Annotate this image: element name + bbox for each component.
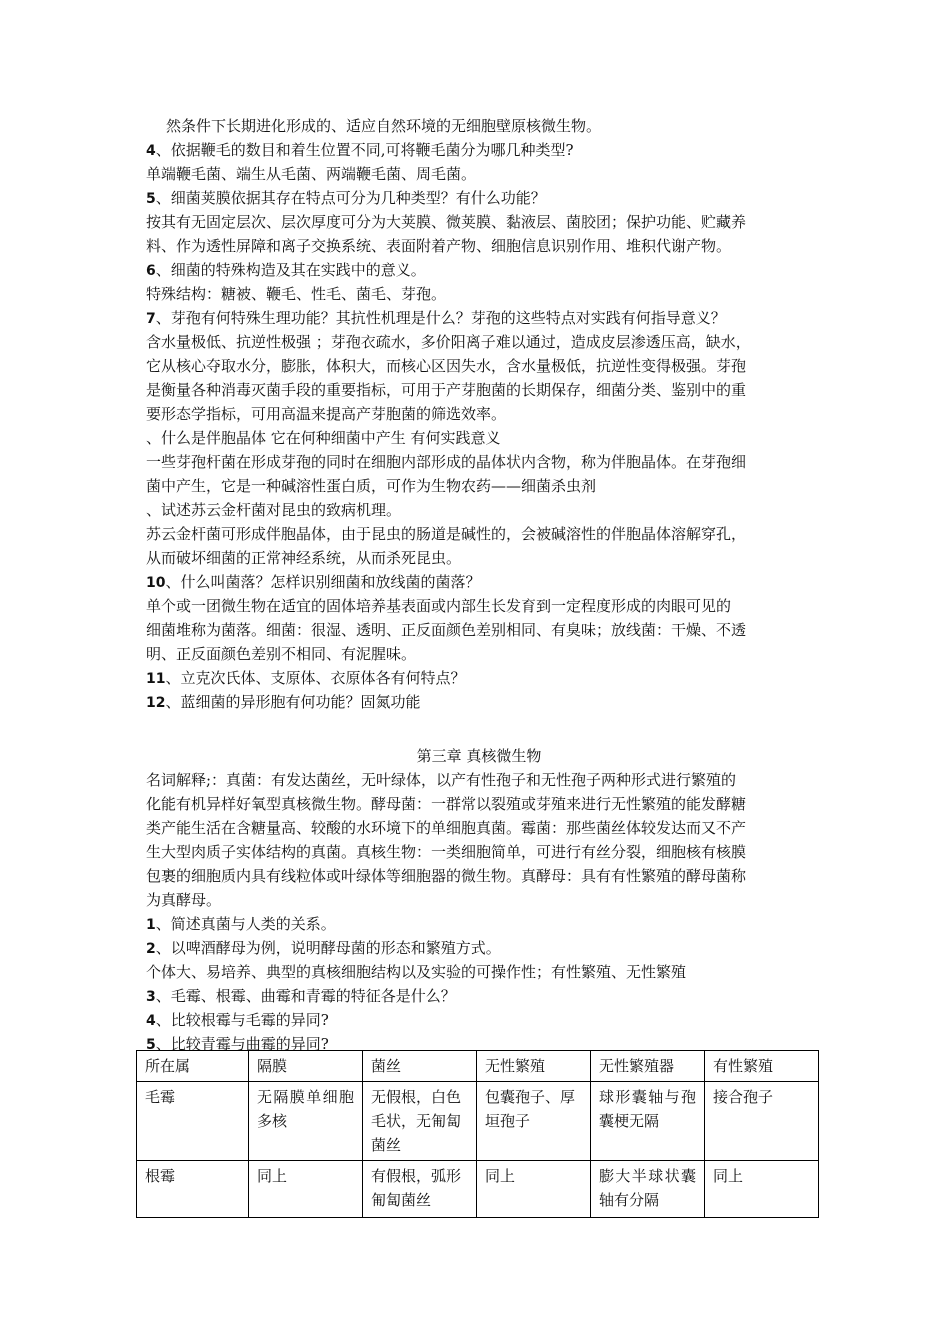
text-line: 单个或一团微生物在适宜的固体培养基表面或内部生长发育到一定程度形成的肉眼可见的 (146, 597, 732, 615)
question-text: 、比较青霉与曲霉的异同? (155, 1035, 329, 1053)
text-line: 按其有无固定层次、层次厚度可分为大荚膜、微荚膜、黏液层、菌胶团；保护功能、贮藏养 (146, 213, 747, 231)
table-header-cell: 有性繁殖 (705, 1051, 819, 1082)
question-text: 、以啤酒酵母为例，说明酵母菌的形态和繁殖方式。 (155, 939, 501, 957)
question-text: 、蓝细菌的异形胞有何功能？固氮功能 (165, 693, 421, 711)
question-line (146, 984, 812, 1008)
text-line: 、什么是伴胞晶体 它在何种细菌中产生 有何实践意义 (146, 429, 501, 447)
table-header-cell: 所在属 (137, 1051, 249, 1082)
question-text: 、什么叫菌落？怎样识别细菌和放线菌的菌落？ (165, 573, 481, 591)
question-number: 4 (146, 143, 156, 159)
question-line (146, 258, 812, 282)
question-line (146, 1008, 812, 1032)
mold-comparison-table (136, 1050, 819, 1218)
question-number: 2 (146, 941, 156, 957)
text-line: 是衡量各种消毒灭菌手段的重要指标，可用于产芽胞菌的长期保存，细菌分类、鉴别中的重 (146, 381, 747, 399)
question-number: 3 (146, 989, 156, 1005)
table-cell: 同上 (705, 1161, 819, 1218)
table-cell: 有假根，弧形匍匐菌丝 (363, 1161, 477, 1218)
text-line: 、试述苏云金杆菌对昆虫的致病机理。 (146, 501, 402, 519)
question-number: 10 (146, 575, 166, 591)
table-cell: 包囊孢子、厚垣孢子 (477, 1082, 591, 1161)
text-line: 然条件下长期进化形成的、适应自然环境的无细胞壁原核微生物。 (166, 117, 602, 135)
question-line (146, 306, 812, 330)
text-line: 特殊结构：糖被、鞭毛、性毛、菌毛、芽孢。 (146, 285, 447, 303)
text-line: 为真酵母。 (146, 891, 222, 909)
text-line: 含水量极低、抗逆性极强 ；芽孢衣疏水，多价阳离子难以通过，造成皮层渗透压高，缺水， (146, 333, 751, 351)
table-row (137, 1161, 819, 1218)
question-text: 、芽孢有何特殊生理功能？其抗性机理是什么？芽孢的这些特点对实践有何指导意义？ (155, 309, 726, 327)
text-line: 名词解释;：真菌：有发达菌丝，无叶绿体，以产有性孢子和无性孢子两种形式进行繁殖的 (146, 771, 737, 789)
question-line (146, 912, 812, 936)
question-number: 5 (146, 191, 156, 207)
question-line (146, 666, 812, 690)
question-text: 、细菌的特殊构造及其在实践中的意义。 (155, 261, 426, 279)
question-number: 11 (146, 671, 166, 687)
text-line: 从而破坏细菌的正常神经系统，从而杀死昆虫。 (146, 549, 462, 567)
text-line: 类产能生活在含糖量高、较酸的水环境下的单细胞真菌。霉菌：那些菌丝体较发达而又不产 (146, 819, 747, 837)
question-line (146, 936, 812, 960)
question-line (146, 138, 812, 162)
question-number: 12 (146, 695, 166, 711)
table-cell: 接合孢子 (705, 1082, 819, 1161)
table-cell: 同上 (249, 1161, 363, 1218)
question-number: 7 (146, 311, 156, 327)
question-text: 、依据鞭毛的数目和着生位置不同,可将鞭毛菌分为哪几种类型? (155, 141, 574, 159)
text-line: 包裹的细胞质内具有线粒体或叶绿体等细胞器的微生物。真酵母：具有有性繁殖的酵母菌称 (146, 867, 747, 885)
table-cell: 同上 (477, 1161, 591, 1218)
question-number: 4 (146, 1013, 156, 1029)
text-line: 生大型肉质子实体结构的真菌。真核生物：一类细胞简单，可进行有丝分裂，细胞核有核膜 (146, 843, 747, 861)
table-cell: 无假根，白色毛状，无匍匐菌丝 (363, 1082, 477, 1161)
table-cell: 根霉 (137, 1161, 249, 1218)
question-number: 5 (146, 1037, 156, 1053)
table-header-row (137, 1051, 819, 1082)
text-line: 一些芽孢杆菌在形成芽孢的同时在细胞内部形成的晶体状内含物，称为伴胞晶体。在芽孢细 (146, 453, 747, 471)
text-line: 化能有机异样好氧型真核微生物。酵母菌：一群常以裂殖或芽殖来进行无性繁殖的能发酵糖 (146, 795, 747, 813)
question-line (146, 690, 812, 714)
text-line: 个体大、易培养、典型的真核细胞结构以及实验的可操作性；有性繁殖、无性繁殖 (146, 963, 687, 981)
text-line: 要形态学指标，可用高温来提高产芽胞菌的筛选效率。 (146, 405, 507, 423)
table-cell: 球形囊轴与孢囊梗无隔 (591, 1082, 705, 1161)
text-line: 苏云金杆菌可形成伴胞晶体，由于昆虫的肠道是碱性的，会被碱溶性的伴胞晶体溶解穿孔， (146, 525, 747, 543)
text-line: 单端鞭毛菌、端生从毛菌、两端鞭毛菌、周毛菌。 (146, 165, 477, 183)
question-text: 、毛霉、根霉、曲霉和青霉的特征各是什么？ (155, 987, 456, 1005)
text-line: 细菌堆称为菌落。细菌：很湿、透明、正反面颜色差别相同、有臭味；放线菌：干燥、不透 (146, 621, 747, 639)
text-line: 它从核心夺取水分，膨胀，体积大，而核心区因失水，含水量极低，抗逆性变得极强。芽孢 (146, 357, 747, 375)
table-header-cell: 菌丝 (363, 1051, 477, 1082)
question-text: 、比较根霉与毛霉的异同? (155, 1011, 329, 1029)
table-header-cell: 隔膜 (249, 1051, 363, 1082)
text-line: 料、作为透性屏障和离子交换系统、表面附着产物、细胞信息识别作用、堆积代谢产物。 (146, 237, 732, 255)
chapter-heading: 第三章 真核微生物 (416, 747, 542, 765)
table-cell: 膨大半球状囊轴有分隔 (591, 1161, 705, 1218)
question-text: 、简述真菌与人类的关系。 (155, 915, 336, 933)
question-number: 6 (146, 263, 156, 279)
section-gap (146, 714, 812, 744)
question-text: 、立克次氏体、支原体、衣原体各有何特点？ (165, 669, 466, 687)
text-line: 菌中产生，它是一种碱溶性蛋白质，可作为生物农药——细菌杀虫剂 (146, 477, 597, 495)
text-line: 明、正反面颜色差别不相同、有泥腥味。 (146, 645, 417, 663)
table-header-cell: 无性繁殖 (477, 1051, 591, 1082)
question-text: 、细菌荚膜依据其存在特点可分为几种类型？有什么功能？ (155, 189, 546, 207)
table-row (137, 1082, 819, 1161)
question-line (146, 186, 812, 210)
table-cell: 毛霉 (137, 1082, 249, 1161)
document-body (146, 114, 812, 1056)
table-header-cell: 无性繁殖器 (591, 1051, 705, 1082)
question-line (146, 570, 812, 594)
table-cell: 无隔膜单细胞多核 (249, 1082, 363, 1161)
question-number: 1 (146, 917, 156, 933)
